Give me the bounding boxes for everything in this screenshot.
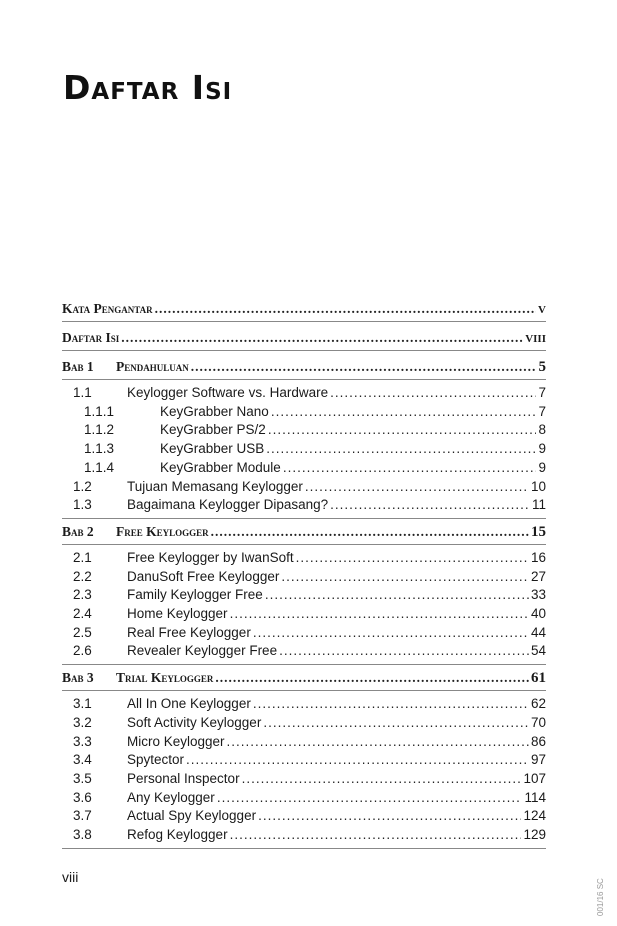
toc-entry[interactable] bbox=[62, 623, 546, 643]
toc-entry[interactable] bbox=[62, 548, 546, 568]
toc-entry[interactable] bbox=[62, 641, 546, 661]
toc-entry-title: Daftar Isi bbox=[62, 330, 120, 345]
toc-entry-title: Soft Activity Keylogger bbox=[127, 714, 262, 730]
toc-entry[interactable] bbox=[62, 567, 546, 587]
toc-entry-page: 61 bbox=[531, 670, 546, 687]
toc-entry-title: Bagaimana Keylogger Dipasang? bbox=[127, 497, 329, 513]
toc-entry-title: Any Keylogger bbox=[127, 789, 215, 805]
toc-entry-number: Bab 3 bbox=[62, 670, 94, 686]
toc-entry-page: viii bbox=[525, 330, 546, 346]
toc-entry[interactable] bbox=[62, 458, 546, 478]
toc-leader-dots bbox=[211, 522, 529, 542]
toc-entry-page: 40 bbox=[530, 606, 546, 621]
toc-leader-dots bbox=[155, 299, 536, 319]
toc-entry-title: Actual Spy Keylogger bbox=[127, 808, 257, 824]
print-code: 001/16 SC bbox=[596, 878, 605, 916]
toc-entry-page: 44 bbox=[530, 624, 546, 640]
toc-entry-title: Home Keylogger bbox=[127, 606, 228, 621]
toc-entry-page: 9 bbox=[538, 459, 546, 475]
toc-entry-page: 11 bbox=[531, 497, 546, 513]
toc-entry-title: Keylogger Software vs. Hardware bbox=[127, 385, 329, 400]
toc-leader-dots bbox=[253, 694, 529, 714]
toc-entry-number: 1.1.3 bbox=[84, 441, 115, 457]
toc-entry[interactable] bbox=[62, 383, 546, 403]
toc-entry-number: Bab 2 bbox=[62, 523, 94, 539]
toc-entry-title: KeyGrabber Nano bbox=[160, 403, 269, 419]
toc-entry-page: 97 bbox=[530, 752, 546, 768]
toc-entry-title: KeyGrabber USB bbox=[160, 441, 265, 457]
toc-leader-dots bbox=[266, 439, 536, 459]
toc-entry-number: 1.1.1 bbox=[84, 403, 115, 419]
toc-entry[interactable] bbox=[62, 604, 546, 624]
toc-leader-dots bbox=[305, 477, 529, 497]
toc-entry-title: Free Keylogger by IwanSoft bbox=[127, 549, 294, 565]
toc-entry[interactable] bbox=[62, 825, 546, 845]
toc-leader-dots bbox=[230, 825, 522, 845]
toc-entry[interactable] bbox=[62, 713, 546, 733]
toc-leader-dots bbox=[281, 567, 529, 587]
toc-entry-title: KeyGrabber Module bbox=[160, 459, 281, 475]
toc-entry-number: 3.8 bbox=[73, 827, 92, 842]
toc-leader-dots bbox=[283, 458, 537, 478]
toc-entry-page: 107 bbox=[523, 770, 546, 786]
toc-leader-dots bbox=[263, 713, 529, 733]
toc-entry-number: 1.1 bbox=[73, 385, 92, 400]
toc-entry-number: 3.1 bbox=[73, 696, 92, 712]
toc-entry-number: 3.6 bbox=[73, 789, 92, 805]
toc-leader-dots bbox=[330, 383, 536, 403]
toc-entry-title: Spytector bbox=[127, 752, 185, 768]
toc-entry[interactable] bbox=[62, 585, 546, 605]
divider bbox=[62, 518, 546, 519]
toc-entry-title: Tujuan Memasang Keylogger bbox=[127, 478, 303, 494]
divider bbox=[62, 379, 546, 380]
toc-entry-page: 7 bbox=[538, 385, 546, 400]
toc-entry-page: 16 bbox=[530, 549, 546, 565]
toc-entry-number: 2.3 bbox=[73, 587, 92, 603]
toc-leader-dots bbox=[253, 623, 529, 643]
toc-leader-dots bbox=[279, 641, 529, 661]
toc-entry-page: 86 bbox=[530, 733, 546, 749]
toc-entry-title: Family Keylogger Free bbox=[127, 587, 263, 603]
toc-leader-dots bbox=[296, 548, 529, 568]
toc-entry-title: Pendahuluan bbox=[116, 359, 189, 374]
toc-entry-title: Kata Pengantar bbox=[62, 301, 153, 316]
toc-entry-page: 70 bbox=[530, 714, 546, 730]
divider bbox=[62, 690, 546, 691]
page-number: viii bbox=[62, 869, 79, 885]
toc-leader-dots bbox=[268, 420, 537, 440]
toc-leader-dots bbox=[242, 769, 522, 789]
toc-entry-title: Real Free Keylogger bbox=[127, 624, 251, 640]
toc-entry-page: 129 bbox=[523, 827, 546, 842]
toc-entry-number: 2.2 bbox=[73, 568, 92, 584]
toc-entry-page: 10 bbox=[530, 478, 546, 494]
toc-chapter-entry[interactable] bbox=[62, 357, 546, 377]
divider bbox=[62, 848, 546, 849]
toc-entry-page: 54 bbox=[530, 643, 546, 659]
toc-leader-dots bbox=[330, 495, 530, 515]
toc-entry-title: Trial Keylogger bbox=[116, 670, 214, 686]
toc-entry-number: 3.5 bbox=[73, 770, 92, 786]
toc-entry[interactable] bbox=[62, 439, 546, 459]
toc-entry-page: 62 bbox=[530, 696, 546, 712]
toc-entry[interactable] bbox=[62, 694, 546, 714]
toc-entry-number: 2.4 bbox=[73, 606, 92, 621]
toc-leader-dots bbox=[227, 732, 529, 752]
toc-entry-title: All In One Keylogger bbox=[127, 696, 251, 712]
toc-entry-page: 114 bbox=[524, 789, 546, 805]
toc-leader-dots bbox=[186, 750, 529, 770]
divider bbox=[62, 544, 546, 545]
toc-entry-number: Bab 1 bbox=[62, 359, 94, 374]
toc-entry[interactable] bbox=[62, 402, 546, 422]
toc-entry[interactable] bbox=[62, 806, 546, 826]
toc-entry-page: 15 bbox=[531, 523, 546, 540]
toc-entry-number: 2.1 bbox=[73, 549, 92, 565]
toc-leader-dots bbox=[191, 357, 537, 377]
toc-entry-title: Revealer Keylogger Free bbox=[127, 643, 278, 659]
toc-entry-title: Free Keylogger bbox=[116, 523, 209, 539]
toc-leader-dots bbox=[265, 585, 529, 605]
toc-leader-dots bbox=[217, 788, 523, 808]
toc-entry-number: 3.4 bbox=[73, 752, 92, 768]
toc-entry-page: 5 bbox=[538, 359, 546, 375]
toc-entry-title: Micro Keylogger bbox=[127, 733, 225, 749]
toc-entry[interactable] bbox=[62, 477, 546, 497]
toc-entry[interactable] bbox=[62, 495, 546, 515]
toc-entry[interactable] bbox=[62, 732, 546, 752]
toc-leader-dots bbox=[271, 402, 537, 422]
page-title: Daftar Isi bbox=[63, 68, 233, 107]
toc-entry-title: KeyGrabber PS/2 bbox=[160, 422, 266, 438]
divider bbox=[62, 321, 546, 322]
toc-chapter-entry[interactable] bbox=[62, 299, 546, 319]
toc-chapter-entry[interactable] bbox=[62, 522, 546, 542]
toc-entry-title: Personal Inspector bbox=[127, 770, 240, 786]
toc-leader-dots bbox=[215, 668, 529, 688]
toc-entry-page: 27 bbox=[530, 568, 546, 584]
toc-entry-page: 9 bbox=[538, 441, 546, 457]
toc-entry-title: DanuSoft Free Keylogger bbox=[127, 568, 280, 584]
toc-chapter-entry[interactable] bbox=[62, 668, 546, 688]
toc-entry-number: 3.2 bbox=[73, 714, 92, 730]
toc-leader-dots bbox=[230, 604, 529, 624]
toc-entry-number: 1.1.2 bbox=[84, 422, 115, 438]
toc-entry-number: 2.6 bbox=[73, 643, 92, 659]
toc-entry[interactable] bbox=[62, 420, 546, 440]
toc-leader-dots bbox=[258, 806, 521, 826]
divider bbox=[62, 350, 546, 351]
toc-entry-number: 1.1.4 bbox=[84, 459, 115, 475]
toc-entry[interactable] bbox=[62, 769, 546, 789]
toc-entry-page: v bbox=[538, 301, 546, 317]
toc-entry-page: 7 bbox=[538, 403, 546, 419]
toc-entry-number: 3.7 bbox=[73, 808, 92, 824]
toc-entry-page: 8 bbox=[538, 422, 546, 438]
toc-entry-number: 2.5 bbox=[73, 624, 92, 640]
toc-entry-page: 33 bbox=[530, 587, 546, 603]
toc-entry-number: 3.3 bbox=[73, 733, 92, 749]
toc-entry-title: Refog Keylogger bbox=[127, 827, 228, 842]
toc-entry-number: 1.3 bbox=[73, 497, 92, 513]
toc-chapter-entry[interactable] bbox=[62, 328, 546, 348]
divider bbox=[62, 664, 546, 665]
toc-entry[interactable] bbox=[62, 750, 546, 770]
toc-entry[interactable] bbox=[62, 788, 546, 808]
toc-leader-dots bbox=[121, 328, 523, 348]
toc-entry-number: 1.2 bbox=[73, 478, 92, 494]
toc-entry-page: 124 bbox=[523, 808, 546, 824]
